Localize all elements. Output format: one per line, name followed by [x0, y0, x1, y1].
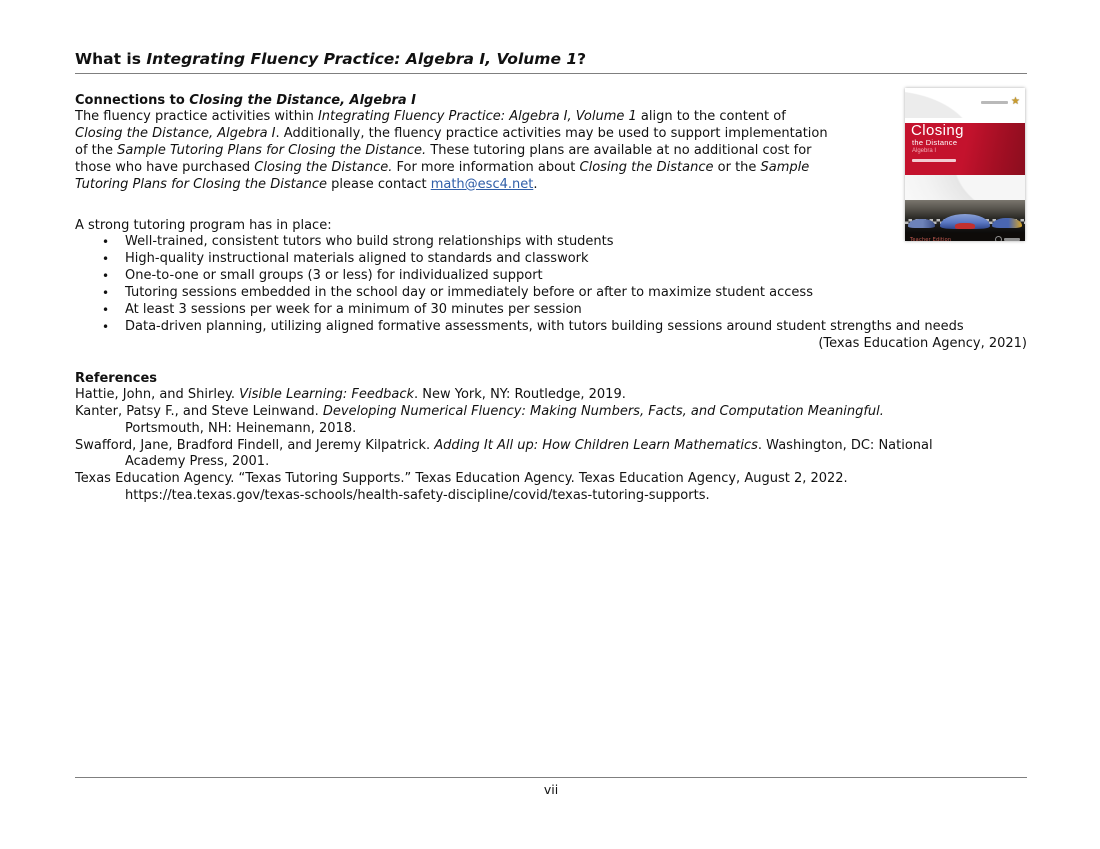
- paragraph-line: [75, 126, 1027, 143]
- text-segment: Sample Tutoring Plans for Closing the Distance.: [117, 142, 427, 158]
- cover-course-label: Algebra I: [912, 148, 937, 154]
- cover-swirl-band: [905, 175, 1025, 200]
- cover-top-band: [905, 88, 1025, 118]
- publisher-logo-text: [981, 101, 1008, 104]
- text-segment: Sample: [760, 159, 810, 175]
- reference-line-continuation: [75, 421, 1027, 438]
- email-link[interactable]: math@esc4.net: [430, 176, 534, 192]
- page-content: [75, 50, 1027, 505]
- text-segment: . Additionally, the fluency practice activities may be used to support implementation: [275, 125, 828, 141]
- publisher-logo: [981, 97, 1020, 107]
- text-segment: Visible Learning: Feedback: [239, 386, 415, 402]
- list-item: • Well-trained, consistent tutors who build strong relationships with students: [75, 234, 1027, 251]
- cover-title: Closing: [911, 122, 964, 139]
- text-segment: What is: [75, 50, 147, 68]
- list-item: • Data-driven planning, utilizing aligned formative assessments, with tutors building sessions around student strengths and needs: [75, 319, 1027, 336]
- attribution-text: (Texas Education Agency, 2021): [818, 335, 1027, 351]
- region-logo-circle: [995, 236, 1002, 241]
- tutoring-intro: A strong tutoring program has in place:: [75, 217, 332, 233]
- tutoring-bullet-list: [75, 234, 1027, 335]
- reference-line: [75, 387, 1027, 404]
- star-icon: ★: [1011, 96, 1020, 107]
- references-heading: References: [75, 370, 158, 386]
- paragraph-line: [75, 143, 1027, 160]
- text-segment: Connections to: [75, 93, 190, 108]
- text-segment: Texas Education Agency. “Texas Tutoring Supports.” Texas Education Agency. Texas Education Agency, August 2, 2022.: [75, 471, 848, 487]
- book-cover-thumbnail: [905, 88, 1025, 241]
- race-car-left: [908, 219, 935, 228]
- text-segment: https://tea.texas.gov/texas-schools/health-safety-discipline/covid/texas-tutoring-supports.: [125, 488, 710, 504]
- race-car-center-nose: [955, 223, 975, 229]
- cover-bottom-band: [905, 233, 1025, 241]
- list-item: • One-to-one or small groups (3 or less) for individualized support: [75, 268, 1027, 285]
- references-section: [75, 370, 1027, 505]
- list-item: • At least 3 sessions per week for a minimum of 30 minutes per session: [75, 302, 1027, 319]
- text-segment: Adding It All up: How Children Learn Mathematics: [434, 437, 758, 453]
- reference-line-continuation: [75, 488, 1027, 505]
- text-segment: Closing the Distance.: [254, 159, 393, 175]
- paragraph-line: [75, 160, 1027, 177]
- text-segment: Closing the Distance, Algebra I: [75, 125, 276, 141]
- text-segment: Developing Numerical Fluency: Making Numbers, Facts, and Computation Meaningful.: [322, 403, 884, 419]
- cover-subtitle: the Distance: [912, 138, 958, 147]
- text-segment: Integrating Fluency Practice: Algebra I, Volume 1: [317, 109, 637, 124]
- race-cars-photo: [905, 200, 1025, 233]
- text-segment: . New York, NY: Routledge, 2019.: [414, 386, 626, 402]
- text-segment: Swafford, Jane, Bradford Findell, and Jeremy Kilpatrick.: [75, 437, 435, 453]
- text-segment: Kanter, Patsy F., and Steve Leinwand.: [75, 403, 323, 419]
- text-segment: of the: [75, 142, 118, 158]
- paragraph-line: [75, 177, 1027, 194]
- text-segment: Closing the Distance, Algebra I: [189, 93, 417, 108]
- list-item: • Tutoring sessions embedded in the school day or immediately before or after to maximize student access: [75, 285, 1027, 302]
- text-segment: The fluency practice activities within: [75, 109, 318, 124]
- text-segment: . Washington, DC: National: [757, 437, 933, 453]
- text-segment: Portsmouth, NH: Heinemann, 2018.: [125, 420, 357, 436]
- list-item: • High-quality instructional materials aligned to standards and classwork: [75, 251, 1027, 268]
- text-segment: Academy Press, 2001.: [125, 454, 270, 470]
- reference-line: [75, 471, 1027, 488]
- cover-tagline: [912, 159, 956, 162]
- teacher-edition-label: Teacher Edition: [910, 236, 952, 241]
- text-segment: Integrating Fluency Practice: Algebra I, Volume 1: [146, 50, 578, 68]
- paragraph-line: [75, 109, 1027, 126]
- connections-section: [75, 92, 1027, 353]
- reference-line: [75, 438, 1027, 455]
- text-segment: For more information about: [392, 159, 580, 175]
- page-footer: [75, 777, 1027, 797]
- text-segment: Closing the Distance: [579, 159, 714, 175]
- text-segment: .: [533, 176, 538, 192]
- text-segment: or the: [713, 159, 761, 175]
- reference-line: [75, 404, 1027, 421]
- text-segment: align to the content of: [636, 109, 786, 124]
- page-title: [75, 50, 1027, 74]
- page-number: vii: [543, 782, 559, 797]
- cover-title-band: [905, 123, 1025, 175]
- region-logo-text: [1004, 238, 1020, 241]
- text-segment: These tutoring plans are available at no additional cost for: [426, 142, 812, 158]
- section-heading: [75, 92, 1027, 109]
- race-car-right: [992, 218, 1022, 228]
- reference-line-continuation: [75, 454, 1027, 471]
- text-segment: Hattie, John, and Shirley.: [75, 386, 240, 402]
- text-segment: those who have purchased: [75, 159, 255, 175]
- region-logo-icon: [995, 236, 1020, 241]
- text-segment: Tutoring Plans for Closing the Distance: [75, 176, 328, 192]
- text-segment: ?: [577, 50, 587, 68]
- text-segment: please contact: [327, 176, 431, 192]
